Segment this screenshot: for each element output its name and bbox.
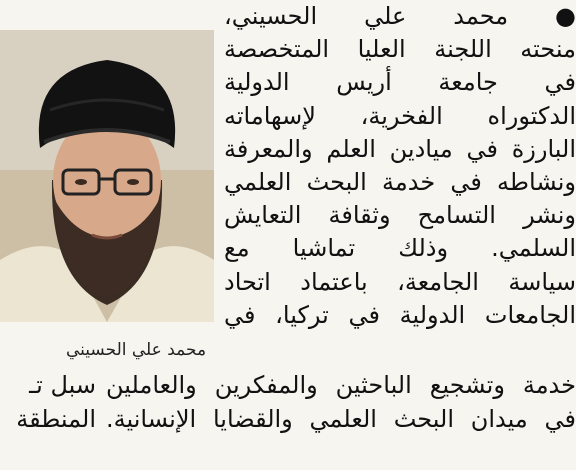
- article-lead-name: ● محمد علي الحسيني،: [224, 2, 576, 30]
- continuation-row: [0, 368, 576, 402]
- continuation-line: في ميدان البحث العلمي والقضايا الإنسانية.: [106, 405, 576, 433]
- article-line: ونشر التسامح وثقافة التعايش: [224, 201, 576, 230]
- portrait-photo: [0, 30, 214, 322]
- adjacent-column-text: سبل تـ: [29, 371, 96, 399]
- article-line: البارزة في ميادين العلم والمعرفة: [224, 134, 576, 163]
- article-line: في جامعة أريس الدولية: [224, 68, 576, 97]
- article-continuation: [0, 368, 576, 436]
- portrait-illustration: [0, 30, 214, 322]
- article-line: ونشاطه في خدمة البحث العلمي: [224, 167, 576, 196]
- article-line: الدكتوراه الفخرية، لإسهاماته: [224, 101, 576, 130]
- continuation-line: خدمة وتشجيع الباحثين والمفكرين والعاملين: [106, 371, 576, 399]
- continuation-row: [0, 402, 576, 436]
- article-line: منحته اللجنة العليا المتخصصة: [224, 35, 576, 64]
- article-line: السلمي. وذلك تماشيا مع: [224, 234, 576, 263]
- article-line: سياسة الجامعة، باعتماد اتحاد: [224, 267, 576, 296]
- adjacent-column-text: المنطقة: [16, 405, 96, 433]
- article-column: [224, 0, 576, 332]
- photo-caption: محمد علي الحسيني: [66, 340, 207, 360]
- article-line: الجامعات الدولية في تركيا، في: [224, 300, 576, 329]
